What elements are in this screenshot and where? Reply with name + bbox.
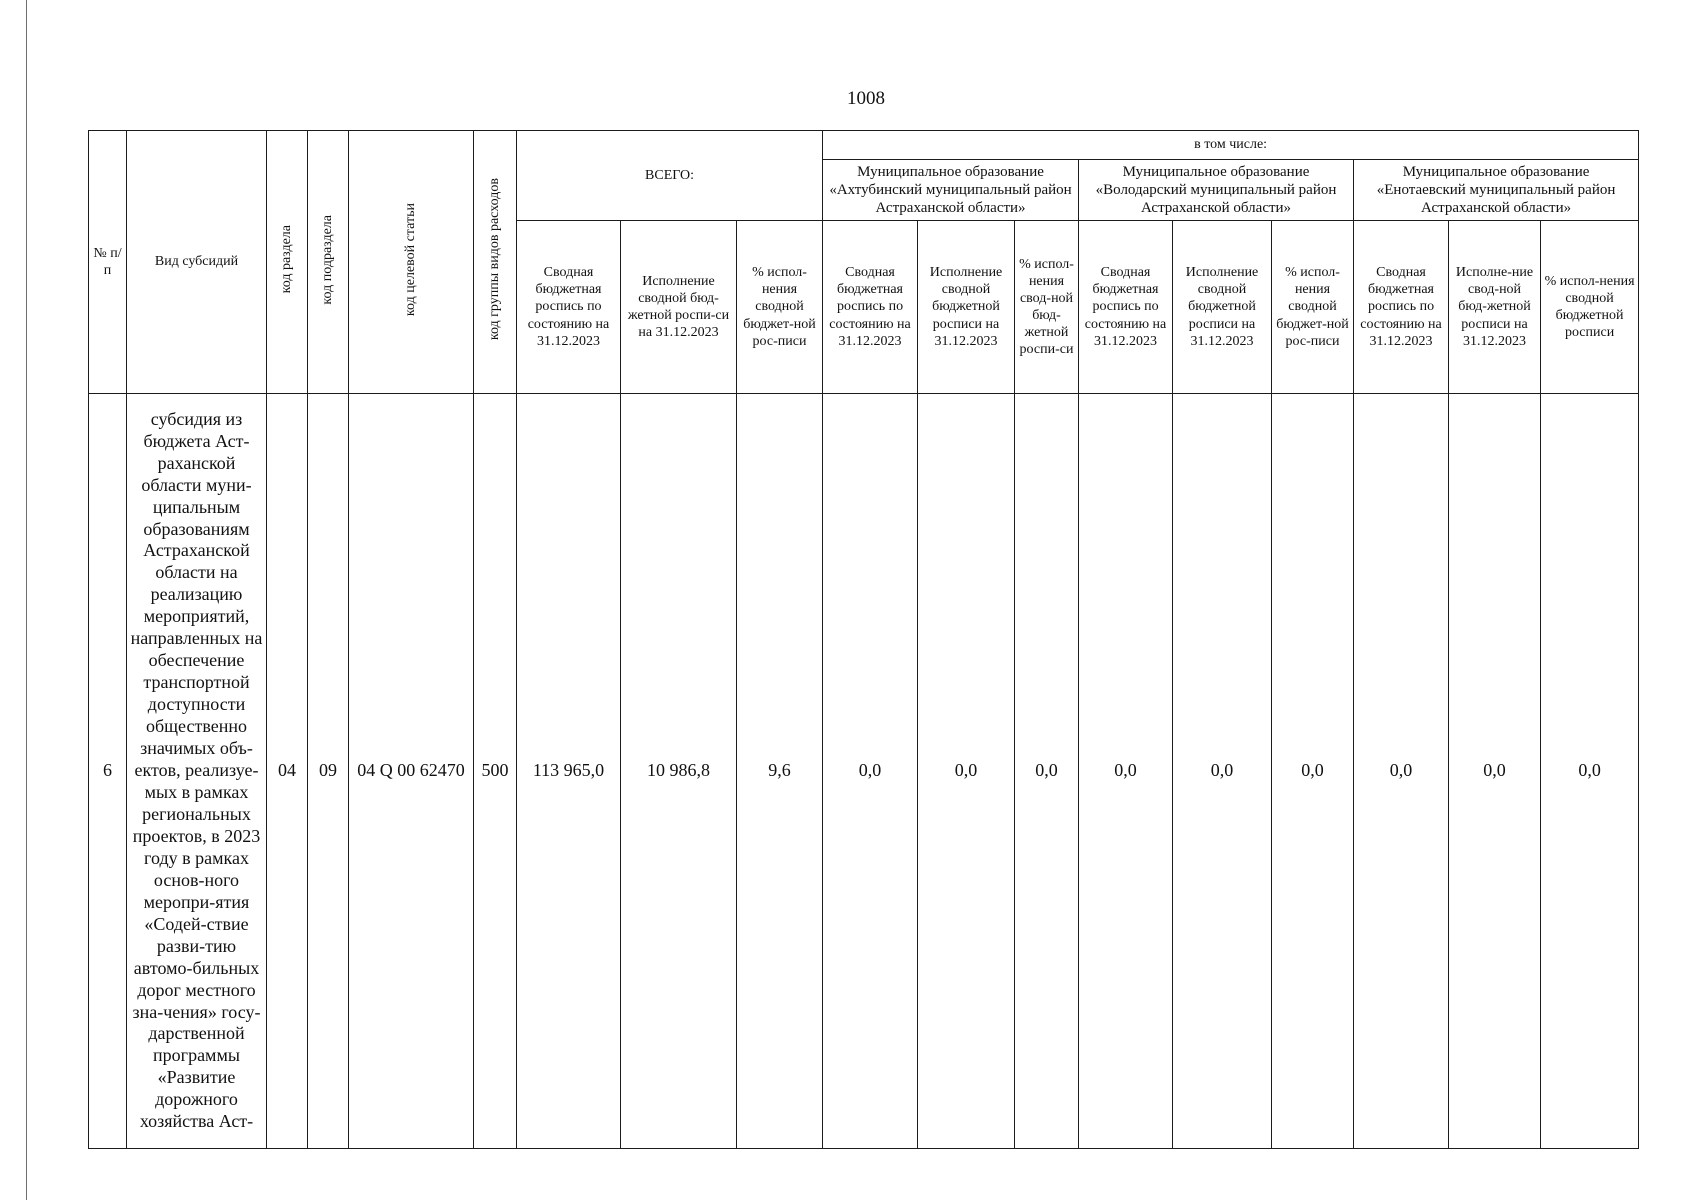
cell-m2-percent: 0,0 — [1272, 394, 1354, 1149]
cell-expense-group: 500 — [474, 394, 517, 1149]
header-municipality-volodarsky: Муниципальное образование «Володарский муниципальный район Астраханской области» — [1079, 160, 1354, 221]
header-m1-execution: Исполнение сводной бюджетной росписи на 31.12.2023 — [918, 221, 1015, 394]
cell-m3-plan: 0,0 — [1354, 394, 1449, 1149]
header-total: ВСЕГО: — [517, 131, 823, 221]
cell-m2-execution: 0,0 — [1173, 394, 1272, 1149]
header-total-percent: % испол-нения сводной бюджет-ной рос-писи — [737, 221, 823, 394]
cell-m1-plan: 0,0 — [823, 394, 918, 1149]
cell-target: 04 Q 00 62470 — [349, 394, 474, 1149]
header-m3-percent: % испол-нения сводной бюджетной росписи — [1541, 221, 1639, 394]
header-section — [267, 131, 308, 394]
header-municipality-enotaevsky: Муниципальное образование «Енотаевский муниципальный район Астраханской области» — [1354, 160, 1639, 221]
header-m3-execution: Исполне-ние свод-ной бюд-жетной росписи на 31.12.2023 — [1449, 221, 1541, 394]
header-subsection-label: код подраздела — [319, 214, 335, 305]
header-m2-plan: Сводная бюджетная роспись по состоянию на 31.12.2023 — [1079, 221, 1173, 394]
cell-total-plan: 113 965,0 — [517, 394, 621, 1149]
header-total-execution: Исполнение сводной бюд-жетной роспи-си на 31.12.2023 — [621, 221, 737, 394]
header-row-top — [89, 131, 1639, 160]
cell-m1-execution: 0,0 — [918, 394, 1015, 1149]
cell-m1-percent: 0,0 — [1015, 394, 1079, 1149]
header-kind: Вид субсидий — [127, 131, 267, 394]
header-expense-group-label: код группы видов расходов — [486, 178, 502, 341]
cell-subsection: 09 — [308, 394, 349, 1149]
cell-total-percent: 9,6 — [737, 394, 823, 1149]
cell-num: 6 — [89, 394, 127, 1149]
header-section-label: код раздела — [278, 225, 294, 294]
cell-description: субсидия из бюджета Аст-раханской области муни-ципальным образованиям Астраханской области на реализацию мероприятий, направленных на обеспечение транспортной доступности общественно значимых объ-ектов, реализуе-мых в рамках региональных проектов, в 2023 году в рамках основ-ного меропри-ятия «Содей-ствие разви-тию автомо-бильных дорог местного зна-чения» госу-дарственной программы «Развитие дорожного хозяйства Аст- — [127, 394, 267, 1149]
header-municipality-akhtubinsky: Муниципальное образование «Ахтубинский муниципальный район Астраханской области» — [823, 160, 1079, 221]
header-expense-group — [474, 131, 517, 394]
subsidy-table — [88, 130, 1639, 1149]
header-target — [349, 131, 474, 394]
header-m1-percent: % испол-нения свод-ной бюд-жетной роспи-си — [1015, 221, 1079, 394]
header-m2-execution: Исполнение сводной бюджетной росписи на 31.12.2023 — [1173, 221, 1272, 394]
cell-total-execution: 10 986,8 — [621, 394, 737, 1149]
header-total-plan: Сводная бюджетная роспись по состоянию на 31.12.2023 — [517, 221, 621, 394]
page-number: 1008 — [847, 88, 885, 109]
header-including: в том числе: — [823, 131, 1639, 160]
cell-section: 04 — [267, 394, 308, 1149]
header-m2-percent: % испол-нения сводной бюджет-ной рос-писи — [1272, 221, 1354, 394]
header-target-label: код целевой статьи — [402, 202, 418, 316]
header-m1-plan: Сводная бюджетная роспись по состоянию на 31.12.2023 — [823, 221, 918, 394]
header-subsection — [308, 131, 349, 394]
header-m3-plan: Сводная бюджетная роспись по состоянию на 31.12.2023 — [1354, 221, 1449, 394]
binding-margin-line — [26, 0, 27, 1200]
table-row — [89, 394, 1639, 1149]
cell-m2-plan: 0,0 — [1079, 394, 1173, 1149]
cell-m3-execution: 0,0 — [1449, 394, 1541, 1149]
header-num: № п/п — [89, 131, 127, 394]
cell-m3-percent: 0,0 — [1541, 394, 1639, 1149]
